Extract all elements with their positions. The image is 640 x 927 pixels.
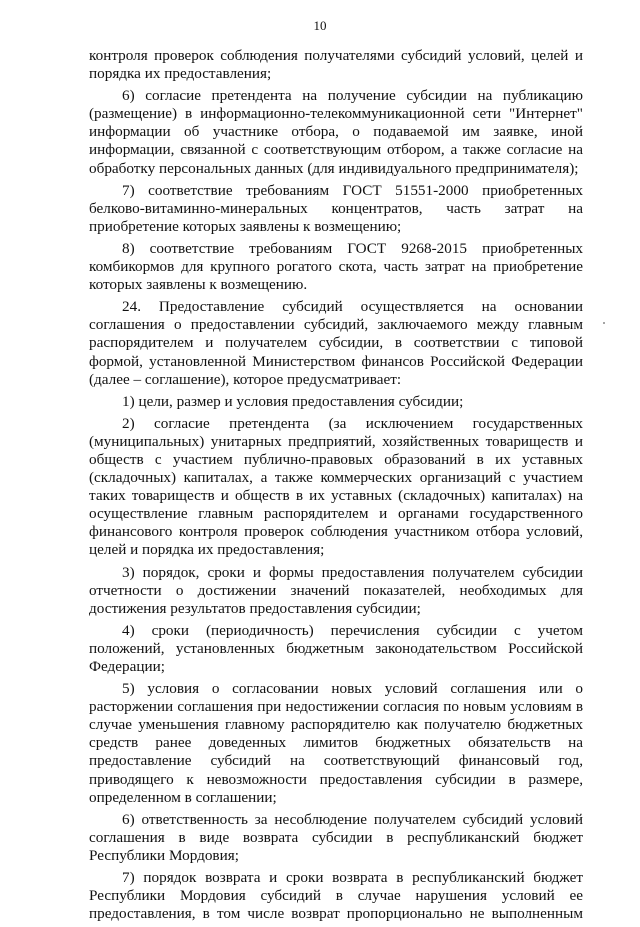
paragraph-item-4-terms: 4) сроки (периодичность) перечисления субсидии с учетом положений, установленных бюджетным законодательством Российской Федерации; [89,621,583,675]
page-number: 10 [313,18,327,33]
paragraph-item-8-gost-feed: 8) соответствие требованиям ГОСТ 9268-2015 приобретенных комбикормов для крупного рогатого скота, часть затрат на приобретение которых заявлены к возмещению. [89,239,583,294]
paragraph-item-6-liability: 6) ответственность за несоблюдение получателем субсидий условий соглашения в виде возврата субсидии в республиканский бюджет Республики Мордовия; [89,810,583,864]
paragraph-section-24: 24. Предоставление субсидий осуществляется на основании соглашения о предоставлении субсидий, заключаемого между главным распорядителем и получателем субсидии, в соответствии с типовой формой, установленной Министерством финансов Российской Федерации (далее – соглашение), которое предусматривает: [89,298,583,388]
scan-speck [603,322,605,324]
paragraph-item-2-consent: 2) согласие претендента (за исключением государственных (муниципальных) унитарных предприятий, хозяйственных товариществ и обществ с участием публично-правовых образований в их уставных (складочных) капиталах, а также коммерческих организаций с участием таких товариществ и обществ в их уставных (складочных) капиталах) на осуществление главным распорядителем и органами государственного финансового контроля проверок соблюдения участником отбора условий, целей и порядка их предоставления; [89,414,583,559]
paragraph-item-3-reporting: 3) порядок, сроки и формы предоставления получателем субсидии отчетности о достижении значений показателей, необходимых для достижения результатов предоставления субсидии; [89,563,583,617]
paragraph-item-7-gost-concentrates: 7) соответствие требованиям ГОСТ 51551-2000 приобретенных белково-витаминно-минеральных концентратов, часть затрат на приобретение которых заявлены к возмещению; [89,181,583,235]
paragraph-continued: контроля проверок соблюдения получателями субсидий условий, целей и порядка их предоставления; [89,47,583,83]
paragraph-item-1-goals: 1) цели, размер и условия предоставления субсидии; [122,392,464,410]
paragraph-item-6-consent: 6) согласие претендента на получение субсидии на публикацию (размещение) в информационно-телекоммуникационной сети "Интернет" информации об участнике отбора, о подаваемой им заявке, иной информации, связанной с соответствующим отбором, а также согласие на обработку персональных данных (для индивидуального предпринимателя); [89,87,583,177]
document-body [89,47,583,927]
paragraph-item-7-refund: 7) порядок возврата и сроки возврата в республиканский бюджет Республики Мордовия субсидий в случае нарушения условий ее предоставления, в том числе возврат пропорционально не выполненным [89,869,583,923]
paragraph-item-5-conditions: 5) условия о согласовании новых условий соглашения или о расторжении соглашения при недостижении согласия по новым условиям в случае уменьшения главному распорядителю как получателю бюджетных средств ранее доведенных лимитов бюджетных обязательств на предоставление субсидий на соответствующий финансовый год, приводящего к невозможности предоставления субсидии в размере, определенном в соглашении; [89,680,583,806]
